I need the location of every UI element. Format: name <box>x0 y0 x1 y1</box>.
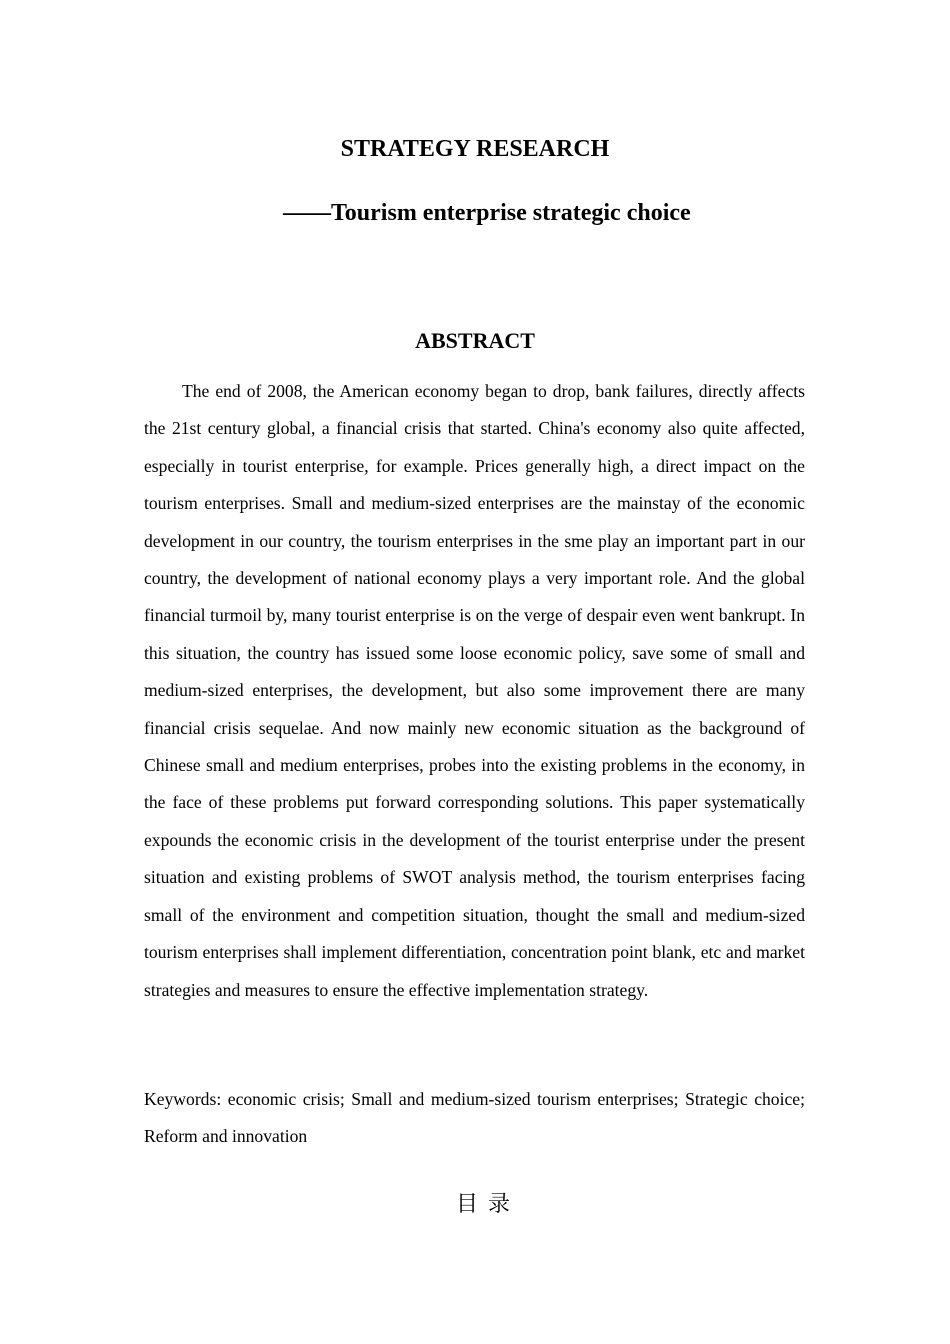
abstract-body: The end of 2008, the American economy began to drop, bank failures, directly affects the 21st century global, a financial crisis that started. China's economy also quite affected, especially in tourist enterprise, for example. Prices generally high, a direct impact on the tourism enterprises. Small and medium-sized enterprises are the mainstay of the economic development in our country, the tourism enterprises in the sme play an important part in our country, the development of national economy plays a very important role. And the global financial turmoil by, many tourist enterprise is on the verge of despair even went bankrupt. In this situation, the country has issued some loose economic policy, save some of small and medium-sized enterprises, the development, but also some improvement there are many financial crisis sequelae. And now mainly new economic situation as the background of Chinese small and medium enterprises, probes into the existing problems in the economy, in the face of these problems put forward corresponding solutions. This paper systematically expounds the economic crisis in the development of the tourist enterprise under the present situation and existing problems of SWOT analysis method, the tourism enterprises facing small of the environment and competition situation, thought the small and medium-sized tourism enterprises shall implement differentiation, concentration point blank, etc and market strategies and measures to ensure the effective implementation strategy. <box>144 381 805 1000</box>
table-of-contents-heading: 目录 <box>455 1192 520 1217</box>
document-subtitle: ——Tourism enterprise strategic choice <box>283 200 691 226</box>
abstract-heading: ABSTRACT <box>415 328 535 353</box>
document-title: STRATEGY RESEARCH <box>340 136 610 162</box>
keywords-line: Keywords: economic crisis; Small and medium-sized tourism enterprises; Strategic choice; Reform and innovation <box>144 1089 805 1147</box>
